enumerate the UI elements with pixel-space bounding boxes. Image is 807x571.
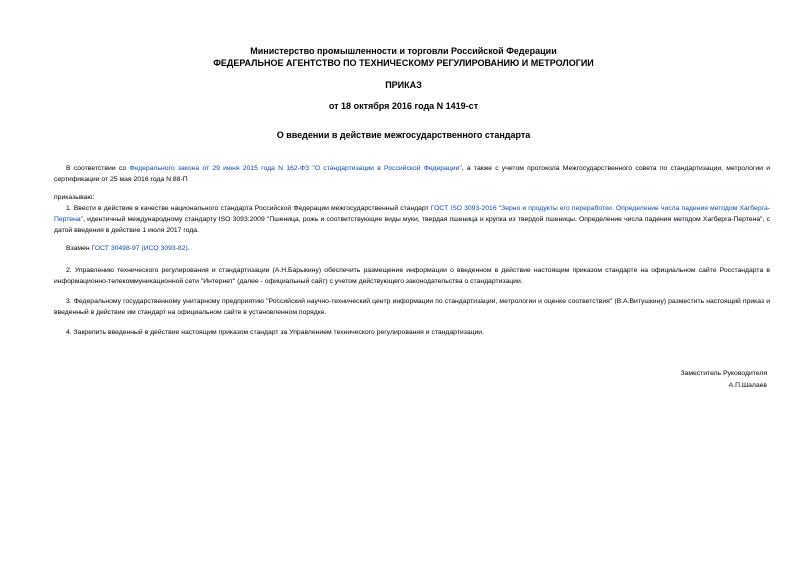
intro-paragraph xyxy=(54,163,770,185)
item-3-paragraph: 3. Федеральному государственному унитарному предприятию "Российский научно-технический центр информации по стандартизации, метрологии и оценке соответствия" (В.А.Витушкину) разместить настоящий приказ и введенный в действие им стандарт на официальном сайте в установленном порядке. xyxy=(54,298,770,316)
ministry-name: Министерство промышленности и торговли Российской Федерации xyxy=(250,46,557,56)
instead-paragraph xyxy=(54,243,770,254)
signature-position: Заместитель Руководителя xyxy=(680,370,767,377)
item-1-suffix: , идентичный международному стандарту ISO 3093:2009 "Пшеница, рожь и соответствующие виды муки, твердая пшеница и крупка из твердой пшеницы. Определение числа падения методом Хагберга-Пертена", с датой введения в действие 1 июля 2017 года. xyxy=(54,216,770,234)
document-title: О введении в действие межгосударственного стандарта xyxy=(276,130,531,140)
document-date-number: от 18 октября 2016 года N 1419-ст xyxy=(328,101,479,111)
item-1-prefix: 1. Ввести в действие в качестве национального стандарта Российской Федерации межгосударственный стандарт xyxy=(66,205,431,212)
agency-name: ФЕДЕРАЛЬНОЕ АГЕНТСТВО ПО ТЕХНИЧЕСКОМУ РЕГУЛИРОВАНИЮ И МЕТРОЛОГИИ xyxy=(213,58,594,68)
gost-30498-link[interactable]: ГОСТ 30498-97 (ИСО 3093-82) xyxy=(91,245,188,252)
item-1-paragraph xyxy=(54,203,770,236)
intro-prefix: В соответствии со xyxy=(66,165,130,172)
document-type: ПРИКАЗ xyxy=(385,80,422,90)
instead-prefix: Взамен xyxy=(66,245,92,252)
intro-suffix: , а также с учетом протокола Межгосударственного совета по стандартизации, метрологии и сертификации от 25 мая 2016 года N 88-П xyxy=(54,165,770,183)
item-2-paragraph: 2. Управлению технического регулирования и стандартизации (А.Н.Барыкину) обеспечить размещение информации о введенном в действие настоящим приказом стандарте на официальном сайте Росстандарта в информационно-телекоммуникационной сети "Интернет" (далее - официальный сайт) с учетом действующего законодательства о стандартизации. xyxy=(54,267,770,285)
gost-iso-3093-link[interactable]: ГОСТ ISO 3093-2016 "Зерно и продукты его переработки. Определение числа падения методом Хагберга-Пертена" xyxy=(54,205,770,223)
instead-suffix: . xyxy=(187,245,190,252)
order-word: приказываю: xyxy=(54,194,95,201)
federal-law-link[interactable]: Федерального закона от 29 июня 2015 года N 162-ФЗ "О стандартизации в Российской Федерации" xyxy=(129,165,462,172)
signature-name: А.П.Шалаев xyxy=(728,382,767,389)
item-4-paragraph: 4. Закрепить введенный в действие настоящим приказом стандарт за Управлением технического регулирования и стандартизации. xyxy=(66,329,484,336)
